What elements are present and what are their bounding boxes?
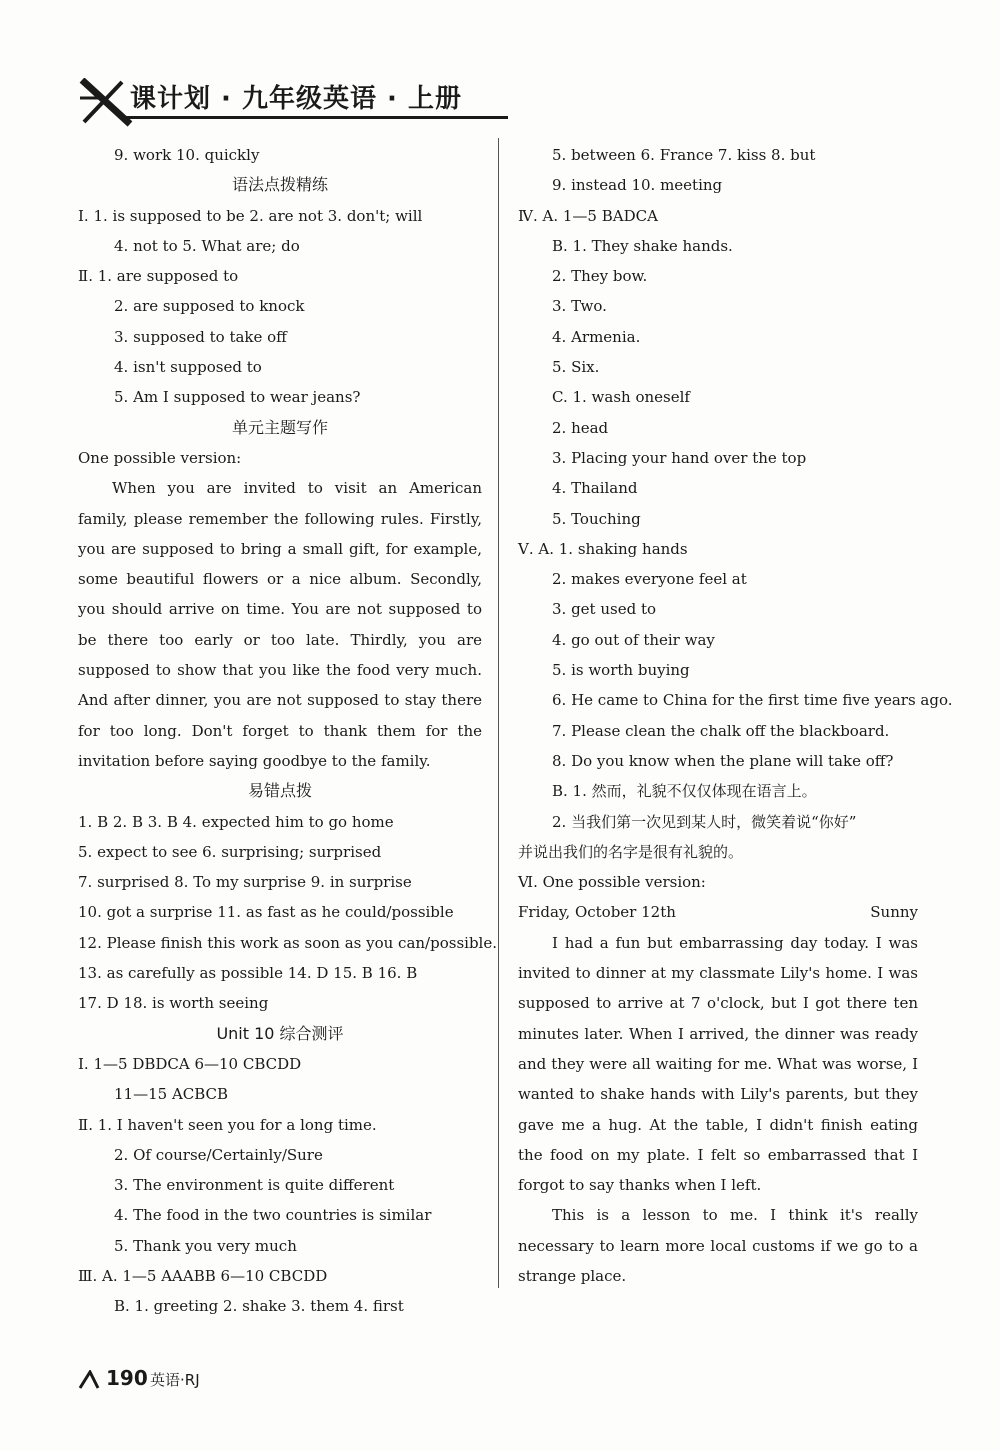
answer-line: 17. D 18. is worth seeing xyxy=(78,994,269,1013)
answer-line: 9. work 10. quickly xyxy=(114,146,260,164)
section-heading: 语法点拨精练 xyxy=(231,175,328,195)
answer-line: Ⅳ. A. 1—5 BADCA xyxy=(518,206,658,225)
answer-line: 2. Of course/Certainly/Sure xyxy=(114,1145,323,1164)
answer-line: 2. are supposed to knock xyxy=(114,297,305,316)
answer-line: 1. B 2. B 3. B 4. expected him to go home xyxy=(78,812,394,831)
answer-line: 并说出我们的名字是很有礼貌的。 xyxy=(518,842,744,861)
answer-line: 2. 当我们第一次见到某人时，微笑着说“你好” xyxy=(552,812,857,831)
answer-line: 8. Do you know when the plane will take off? xyxy=(552,751,894,770)
answer-line: 5. Thank you very much xyxy=(114,1236,297,1255)
answer-line: 12. Please finish this work as soon as you can/possible. xyxy=(78,933,497,952)
answer-line: 7. surprised 8. To my surprise 9. in surprise xyxy=(78,873,412,892)
answer-line: 4. go out of their way xyxy=(552,630,715,649)
answer-line: Ⅱ. 1. I haven't seen you for a long time. xyxy=(78,1115,377,1134)
answer-line: 3. Two. xyxy=(552,297,607,316)
answer-line: 9. instead 10. meeting xyxy=(552,176,723,195)
header-rule xyxy=(124,116,508,119)
section-heading: Unit 10 综合测评 xyxy=(216,1023,344,1043)
diary-weather: Sunny xyxy=(870,903,918,922)
answer-line: Ⅲ. A. 1—5 AAABB 6—10 CBCDD xyxy=(78,1266,328,1285)
answer-line: 4. Armenia. xyxy=(552,327,641,346)
answer-line: 3. The environment is quite different xyxy=(114,1176,395,1195)
writing-sample-paragraph: When you are invited to visit an American family, please remember the following rules. Firstly, you are supposed to bring a small gift, for example, some beautiful flowers or a nice album. Secondly, you should arrive on time. You are not supposed to be there too early or too late. Thirdly, you are supposed to show that you like the food very much. And after dinner, you are not supposed to stay there for too long. Don't forget to thank them for the invitation before saying goodbye to the family. xyxy=(78,479,482,770)
series-logo-icon xyxy=(78,78,134,128)
answer-line: 13. as carefully as possible 14. D 15. B 16. B xyxy=(78,964,418,983)
answer-line: 2. makes everyone feel at xyxy=(552,570,747,589)
answer-line: Ⅰ. 1. is supposed to be 2. are not 3. don't; will xyxy=(78,206,423,225)
answer-line: 3. get used to xyxy=(552,600,657,619)
answer-line: Ⅱ. 1. are supposed to xyxy=(78,267,239,286)
answer-line: 7. Please clean the chalk off the blackboard. xyxy=(552,721,890,740)
page-number: 190 xyxy=(106,1366,148,1390)
answer-line: 4. Thailand xyxy=(552,479,638,498)
diary-paragraph: I had a fun but embarrassing day today. I was invited to dinner at my classmate Lily's home. I was supposed to arrive at 7 o'clock, but I got there ten minutes later. When I arrived, the dinner was ready and they were all waiting for me. What was worse, I wanted to shake hands with Lily's parents, but they gave me a hug. At the table, I didn't finish eating the food on my plate. I felt so embarrassed that I forgot to say thanks when I left. xyxy=(518,933,918,1195)
diary-dateline xyxy=(518,897,918,927)
answer-line: Ⅰ. 1—5 DBDCA 6—10 CBCDD xyxy=(78,1054,302,1073)
diary-paragraph: This is a lesson to me. I think it's really necessary to learn more local customs if we go to a strange place. xyxy=(518,1206,918,1285)
answer-line: 6. He came to China for the first time five years ago. xyxy=(552,691,953,710)
answer-line: 5. Touching xyxy=(552,509,641,528)
section-heading: 单元主题写作 xyxy=(231,417,328,437)
book-title: 课计划 · 九年级英语 · 上册 xyxy=(130,84,462,114)
footer-label: 英语·RJ xyxy=(150,1371,200,1389)
answer-line: 4. The food in the two countries is similar xyxy=(114,1206,432,1225)
answer-line: B. 1. 然而，礼貌不仅仅体现在语言上。 xyxy=(552,782,817,801)
page-header xyxy=(78,70,508,130)
answer-line: B. 1. They shake hands. xyxy=(552,236,733,255)
answer-line: Ⅵ. One possible version: xyxy=(518,873,706,892)
answer-line: 4. not to 5. What are; do xyxy=(114,236,300,255)
answer-line: 3. Placing your hand over the top xyxy=(552,448,807,467)
answer-line: 4. isn't supposed to xyxy=(114,358,262,377)
diary-date: Friday, October 12th xyxy=(518,903,676,922)
answer-line: Ⅴ. A. 1. shaking hands xyxy=(518,539,688,558)
answer-line: C. 1. wash oneself xyxy=(552,388,690,407)
answer-line: One possible version: xyxy=(78,448,242,467)
right-column xyxy=(518,140,953,1291)
answer-line: B. 1. greeting 2. shake 3. them 4. first xyxy=(114,1297,404,1316)
answer-line: 5. Six. xyxy=(552,358,600,377)
answer-line: 5. is worth buying xyxy=(552,661,690,680)
answer-line: 2. head xyxy=(552,418,609,437)
answer-line: 3. supposed to take off xyxy=(114,327,287,346)
series-logo-icon xyxy=(78,1370,100,1390)
answer-line: 2. They bow. xyxy=(552,267,648,286)
left-column xyxy=(78,140,497,1322)
page-footer xyxy=(78,1360,478,1400)
answer-line: 5. expect to see 6. surprising; surprised xyxy=(78,842,382,861)
answer-line: 5. between 6. France 7. kiss 8. but xyxy=(552,146,816,164)
section-heading: 易错点拨 xyxy=(247,781,312,801)
answer-line: 10. got a surprise 11. as fast as he could/possible xyxy=(78,903,454,922)
answer-line: 11—15 ACBCB xyxy=(114,1085,229,1104)
answer-line: 5. Am I supposed to wear jeans? xyxy=(114,388,361,407)
column-divider xyxy=(498,138,499,1288)
